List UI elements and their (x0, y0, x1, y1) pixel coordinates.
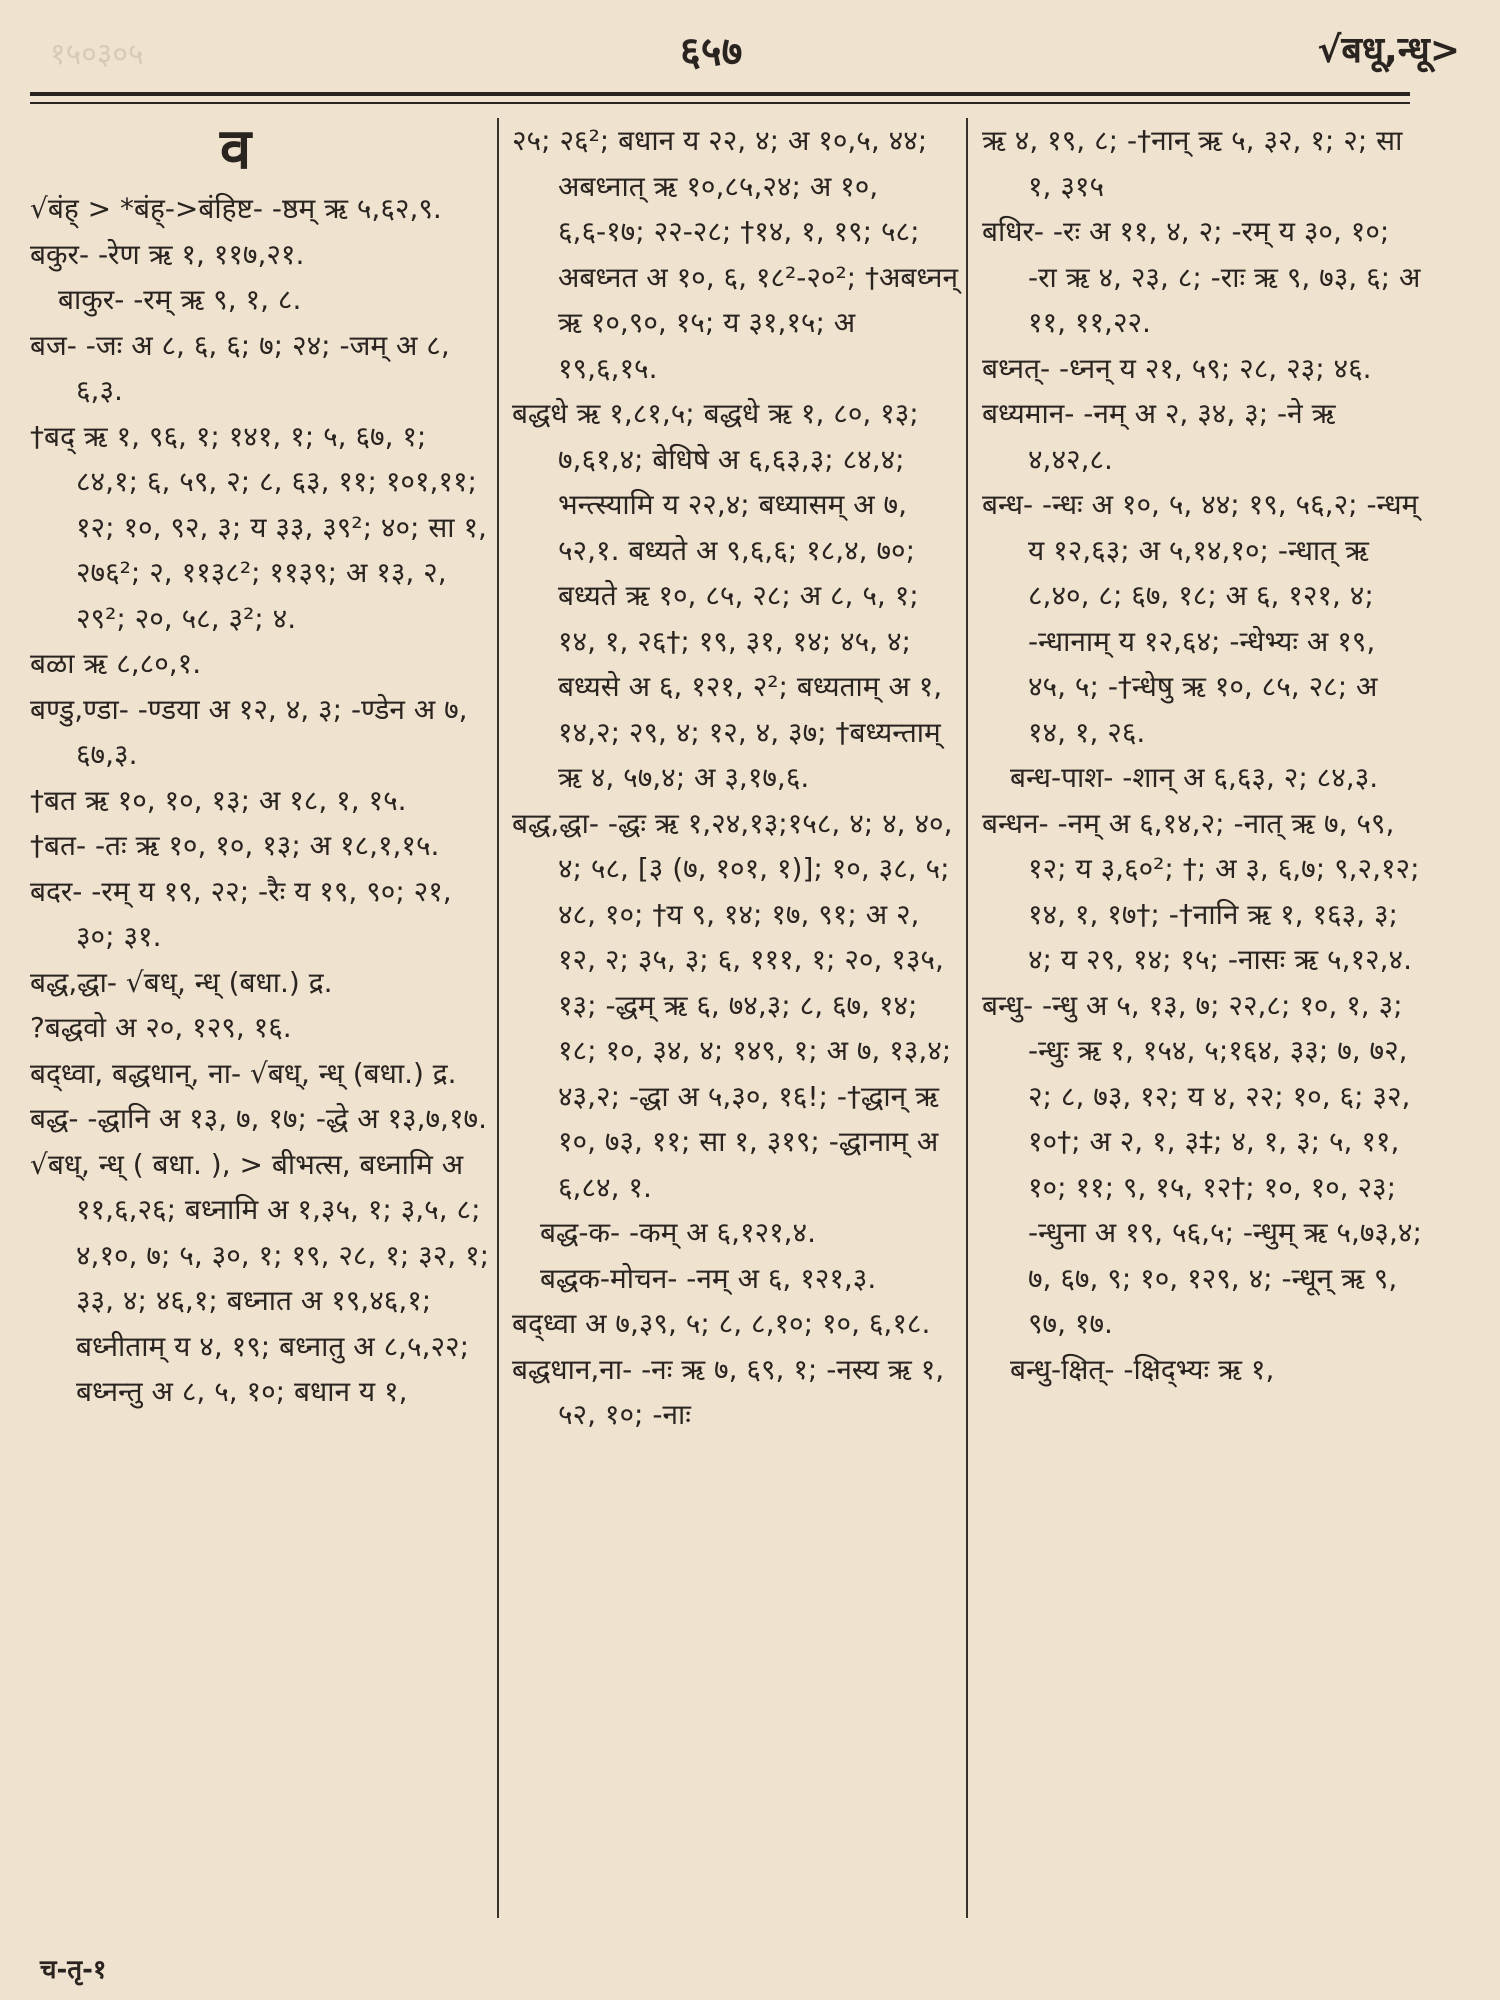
dictionary-entry: †बद् ऋ १, ९६, १; १४१, १; ५, ६७, १; ८४,१; ६, ५९, २; ८, ६३, ११; १०१,११; १२; १०, ९२, ३; य ३३, ३९²; ४०; सा १, २७६²; २, ११३८²; ११३९; अ १३, २, २९²; २०, ५८, ३²; ४. (30, 419, 487, 635)
dictionary-entry: †बत ऋ १०, १०, १३; अ १८, १, १५. (30, 783, 407, 817)
column-1-entries (30, 186, 495, 1415)
sub-entry: बद्ध-क- -कम् अ ६,१२१,४. (540, 1216, 817, 1249)
column-3-entries (982, 118, 1422, 1392)
dictionary-entry: †बत- -तः ऋ १०, १०, १३; अ १८,१,१५. (30, 829, 440, 862)
dictionary-entry: बद्ध- -द्धानि अ १३, ७, १७; -द्धे अ १३,७,१७. (30, 1102, 487, 1135)
column-3 (982, 118, 1422, 1392)
dictionary-entry: बद्ध,द्धा- -द्धः ऋ १,२४,१३;१५८, ४; ४, ४०, ४; ५८, [३ (७, १०१, १)]; १०, ३८, ५; ४८, १०; †य ९, १४; १७, ९१; अ २, १२, २; ३५, ३; ६, १११, १; २०, १३५, १३; -द्धम् ऋ ६, ७४,३; ८, ६७, १४; १८; १०, ३४, ४; १४९, १; अ ७, १३,४; ४३,२; -द्धा अ ५,३०, १६!; -†द्धान् ऋ १०, ७३, ११; सा १, ३१९; -द्धानाम् अ ६,८४, १. (512, 806, 953, 1204)
dictionary-entry: बध्नत्- -ध्नन् य २१, ५९; २८, २३; ४६. (982, 351, 1372, 385)
column-2-entries (512, 118, 962, 1438)
header-rule-thin (30, 102, 1410, 104)
sub-entry: बन्ध-पाश- -शान् अ ६,६३, २; ८४,३. (1010, 761, 1379, 794)
dictionary-entry: बण्डु,ण्डा- -ण्डया अ १२, ४, ३; -ण्डेन अ ७, ६७,३. (30, 692, 468, 771)
sub-entry: बद्धक-मोचन- -नम् अ ६, १२१,३. (540, 1261, 877, 1295)
dictionary-entry: २५; २६²; बधान य २२, ४; अ १०,५, ४४; अबध्नात् ऋ १०,८५,२४; अ १०, ६,६-१७; २२-२८; †१४, १, १९; ५८; अबध्नत अ १०, ६, १८²-२०²; †अबध्नन् ऋ १०,९०, १५; य ३१,१५; अ १९,६,१५. (512, 124, 958, 385)
dictionary-entry: बद्ध्वा अ ७,३९, ५; ८, ८,१०; १०, ६,१८. (512, 1307, 931, 1340)
dictionary-entry: बदर- -रम् य १९, २२; -रैः य १९, ९०; २१, ३०; ३१. (30, 874, 452, 953)
sub-entry: बाकुर- -रम् ऋ ९, १, ८. (58, 283, 302, 316)
page-header (0, 10, 1500, 95)
dictionary-entry: √बंह् > *बंह्->बंहिष्ट- -ष्ठम् ऋ ५,६२,९. (30, 192, 442, 225)
dictionary-entry: बन्धु- -न्धु अ ५, १३, ७; २२,८; १०, १, ३; -न्धुः ऋ १, १५४, ५;१६४, ३३; ७, ७२, २; ८, ७३, १२; य ४, २२; १०, ६; ३२, १०†; अ २, १, ३‡; ४, १, ३; ५, ११, १०; ११; ९, १५, १२†; १०, १०, २३; -न्धुना अ १९, ५६,५; -न्धुम् ऋ ५,७३,४; ७, ६७, ९; १०, १२९, ४; -न्धून् ऋ ९, ९७, १७. (982, 988, 1422, 1340)
dictionary-entry: √बध्, न्ध् ( बधा. ), > बीभत्स, बध्नामि अ ११,६,२६; बध्नामि अ १,३५, १; ३,५, ८; ४,१०, ७; ५, ३०, १; १९, २८, १; ३२, १; ३३, ४; ४६,१; बध्नात अ १९,४६,१; बध्नीताम् य ४, १९; बध्नातु अ ८,५,२२; बध्नन्तु अ ८, ५, १०; बधान य १, (30, 1147, 490, 1408)
dictionary-entry: बध्यमान- -नम् अ २, ३४, ३; -ने ऋ ४,४२,८. (982, 397, 1336, 476)
footer-signature: च-तृ-१ (40, 1955, 107, 1985)
column-1 (30, 118, 495, 1415)
dictionary-entry: बधिर- -रः अ ११, ४, २; -रम् य ३०, १०; -रा ऋ ४, २३, ८; -राः ऋ ९, ७३, ६; अ ११, ११,२२. (982, 215, 1421, 339)
dictionary-entry: बद्ध्वा, बद्धधान्, ना- √बध्, न्ध् (बधा.) द्र. (30, 1056, 457, 1090)
dictionary-entry: ऋ ४, १९, ८; -†नान् ऋ ५, ३२, १; २; सा १, ३१५ (982, 124, 1403, 203)
dictionary-entry: बद्धधान,ना- -नः ऋ ७, ६९, १; -नस्य ऋ १, ५२, १०; -नाः (512, 1352, 945, 1431)
header-rule-thick (30, 92, 1410, 96)
running-head: √बधू,न्धू> (1317, 30, 1460, 71)
section-letter: व (220, 117, 252, 182)
dictionary-entry: बन्ध- -न्धः अ १०, ५, ४४; १९, ५६,२; -न्धम् य १२,६३; अ ५,१४,१०; -न्धात् ऋ ८,४०, ८; ६७, १८; अ ६, १२१, ४; -न्धानाम् य १२,६४; -न्धेभ्यः अ १९, ४५, ५; -†न्धेषु ऋ १०, ८५, २८; अ १४, १, २६. (982, 488, 1419, 749)
sub-entry: बन्धु-क्षित्- -क्षिद्भ्यः ऋ १, (1010, 1352, 1275, 1386)
dictionary-entry: बन्धन- -नम् अ ६,१४,२; -नात् ऋ ७, ५९, १२; य ३,६०²; †; अ ३, ६,७; ९,२,१२; १४, १, १७†; -†नानि ऋ १, १६३, ३; ४; य २९, १४; १५; -नासः ऋ ५,१२,४. (982, 806, 1420, 976)
bleed-through-ghost-text: १५०३०५ (50, 37, 144, 72)
column-2 (512, 118, 962, 1438)
column-divider-2 (966, 118, 968, 1918)
dictionary-entry: बळा ऋ ८,८०,१. (30, 647, 202, 680)
dictionary-entry: बज- -जः अ ८, ६, ६; ७; २४; -जम् अ ८, ६,३. (30, 328, 450, 407)
column-divider-1 (497, 118, 499, 1918)
dictionary-entry: बद्धधे ऋ १,८१,५; बद्धधे ऋ १, ८०, १३; ७,६१,४; बेधिषे अ ६,६३,३; ८४,४; भन्त्स्यामि य २२,४; बध्यासम् अ ७, ५२,१. बध्यते अ ९,६,६; १८,४, ७०; बध्यते ऋ १०, ८५, २८; अ ८, ५, १; १४, १, २६†; १९, ३१, १४; ४५, ४; बध्यसे अ ६, १२१, २²; बध्यताम् अ १, १४,२; २९, ४; १२, ४, ३७; †बध्यन्ताम् ऋ ४, ५७,४; अ ३,१७,६. (512, 397, 943, 794)
dictionary-entry: ?बद्धवो अ २०, १२९, १६. (30, 1011, 292, 1044)
dictionary-entry: बद्ध,द्धा- √बध्, न्ध् (बधा.) द्र. (30, 965, 333, 999)
page-number: ६५७ (680, 29, 743, 75)
dictionary-entry: बकुर- -रेण ऋ १, ११७,२१. (30, 237, 305, 271)
